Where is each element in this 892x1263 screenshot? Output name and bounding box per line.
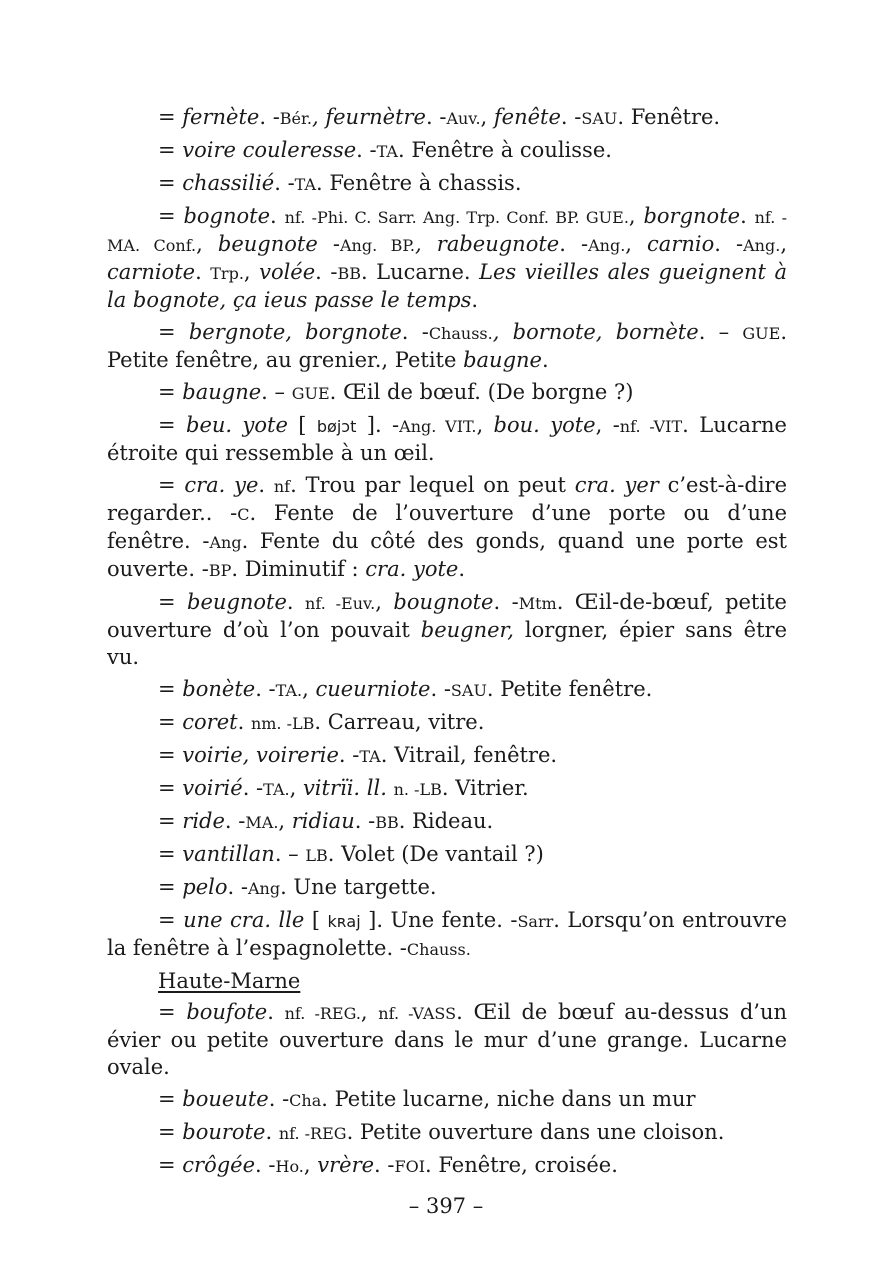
headword: beu. yote [186, 413, 288, 437]
entry-text: = [158, 776, 183, 800]
page-body [107, 104, 787, 1185]
entry-text: . Fente du côté des gonds, quand une porte est ouverte. - [107, 529, 787, 581]
headword: ride [182, 809, 225, 833]
entry-text: . Diminutif : [231, 557, 366, 581]
dictionary-entry [107, 808, 787, 836]
entry-text: . [458, 557, 466, 581]
entry-text: . [471, 288, 479, 312]
source-abbrev: Ho. [275, 1157, 304, 1176]
entry-text: , [278, 809, 292, 833]
entry-text: . Une targette. [280, 875, 437, 899]
source-abbrev: C [237, 505, 250, 524]
entry-text: = [158, 875, 183, 899]
headword: crôgée [182, 1153, 256, 1177]
entry-text: . [265, 1120, 279, 1144]
entry-text: . - [338, 743, 360, 767]
headword: ridiau [291, 809, 355, 833]
entry-text: . - [401, 320, 429, 344]
entry-text: = [158, 320, 189, 344]
dictionary-entry [107, 999, 787, 1081]
headword: carniote [107, 260, 196, 284]
entry-text: . - [268, 1087, 290, 1111]
entry-text: = [158, 908, 184, 932]
entry-text: lorgner, épier sans être vu. [107, 618, 787, 669]
entry-text: . - [374, 1153, 395, 1177]
entry-text: = [158, 710, 183, 734]
source-abbrev: TA [294, 175, 317, 194]
dictionary-entry [107, 319, 787, 374]
dictionary-entry [107, 472, 787, 584]
entry-text: = [158, 1087, 183, 1111]
source-abbrev: Ang. [588, 236, 626, 255]
entry-text: , [780, 232, 787, 256]
entry-text: = [158, 171, 183, 195]
dictionary-entry [107, 104, 787, 132]
entry-text: [ [304, 908, 328, 932]
source-abbrev: TA [376, 142, 398, 161]
dictionary-entry [107, 742, 787, 770]
entry-text: . - [259, 105, 280, 129]
headword: baugne [182, 380, 262, 404]
entry-list-haute-marne [107, 999, 787, 1180]
entry-text: , [480, 105, 494, 129]
entry-text: , [360, 1000, 379, 1024]
source-abbrev: nf. -REG [278, 1124, 347, 1143]
dictionary-entry [107, 412, 787, 467]
source-abbrev: BB [375, 813, 399, 832]
source-abbrev: Ang. BP. [339, 236, 416, 255]
source-abbrev: SAU [450, 681, 487, 700]
headword: vitrïi. ll. [302, 776, 387, 800]
source-abbrev: MA. [245, 813, 279, 832]
entry-text: = [158, 1120, 183, 1144]
entry-text: , [289, 776, 303, 800]
source-abbrev: Ang [209, 533, 242, 552]
dictionary-entry [107, 1086, 787, 1114]
entry-text: . - [493, 590, 519, 614]
headword: cra. ye [184, 473, 259, 497]
source-abbrev: BB [337, 264, 361, 283]
page-number: – 397 – [408, 1194, 484, 1218]
source-abbrev: TA. [275, 681, 303, 700]
entry-text: . - [255, 1153, 276, 1177]
entry-text: . Vitrier. [441, 776, 529, 800]
entry-text: , [302, 677, 316, 701]
entry-text: . Petite ouverture dans une cloison. [346, 1120, 725, 1144]
entry-text: = [158, 590, 188, 614]
entry-text: . Fenêtre, croisée. [425, 1153, 618, 1177]
entry-text: = [158, 204, 184, 228]
source-abbrev: Chauss. [406, 940, 471, 959]
source-abbrev: nf. -REG. [284, 1004, 361, 1023]
entry-text: . [541, 348, 549, 372]
entry-text: . Œil-de-bœuf, petite ouverture d’où l’on pouvait [107, 590, 787, 642]
headword: cueurniote [315, 677, 431, 701]
headword: coret [182, 710, 238, 734]
source-abbrev: GUE [291, 384, 330, 403]
headword: borgnote [643, 204, 741, 228]
dictionary-entry [107, 1152, 787, 1180]
entry-text: ]. - [356, 413, 400, 437]
entry-text: . - [714, 232, 744, 256]
headword: voirie, voirerie [182, 743, 339, 767]
entry-text: . - [560, 105, 582, 129]
dictionary-entry [107, 841, 787, 869]
entry-text: . - [274, 171, 295, 195]
entry-text: . - [227, 875, 248, 899]
source-abbrev: Trp. [210, 264, 244, 283]
entry-text: . - [315, 260, 338, 284]
headword: cra. yote [365, 557, 459, 581]
headword: bou. yote [493, 413, 596, 437]
headword: voirié [182, 776, 243, 800]
entry-text: = [158, 809, 183, 833]
headword: beugner, [420, 618, 514, 642]
headword: beugnote [217, 232, 318, 256]
entry-text: = [158, 743, 183, 767]
headword: volée [259, 260, 316, 284]
source-abbrev: n. -LB [393, 780, 442, 799]
entry-text: = [158, 1000, 187, 1024]
headword: carnio [647, 232, 715, 256]
source-abbrev: TA. [263, 780, 290, 799]
entry-text: . - [242, 776, 264, 800]
entry-text: . – [274, 842, 306, 866]
entry-text: . Fenêtre à coulisse. [397, 138, 612, 162]
source-abbrev: GUE [742, 324, 781, 343]
entry-text: . Fenêtre. [617, 105, 721, 129]
entry-text: . – [698, 320, 743, 344]
source-abbrev: nm. -LB [250, 714, 315, 733]
entry-text: . [237, 710, 251, 734]
headword: Les vieilles ales gueignent à la bognote, ça ieus passe le temps [107, 260, 787, 312]
source-abbrev: Auv. [446, 109, 481, 128]
dictionary-entry [107, 589, 787, 671]
headword: une cra. lle [183, 908, 305, 932]
phonetic: bøjɔt [316, 417, 357, 436]
entry-text: , [375, 590, 394, 614]
entry-text: . [267, 1000, 285, 1024]
dictionary-entry [107, 775, 787, 803]
entry-text: = [158, 105, 183, 129]
dictionary-entry [107, 137, 787, 165]
dictionary-entry [107, 709, 787, 737]
entry-text: . Fenêtre à chassis. [316, 171, 522, 195]
entry-text: = [158, 1153, 183, 1177]
entry-list [107, 104, 787, 963]
entry-text: . Lucarne. [360, 260, 480, 284]
headword: vantillan [182, 842, 275, 866]
entry-text: ]. Une fente. - [360, 908, 518, 932]
entry-text: . Fente de l’ouverture d’une porte ou d’une fenêtre. - [107, 501, 787, 553]
entry-text: . Petite lucarne, niche dans un mur [321, 1087, 696, 1111]
entry-text: = [158, 677, 183, 701]
entry-text: , [196, 232, 218, 256]
entry-text: , [303, 1153, 318, 1177]
source-abbrev: nf. -MA. Conf. [107, 208, 788, 255]
entry-text: c’est-à-dire regarder.. - [107, 473, 787, 525]
headword: boueute [182, 1087, 269, 1111]
entry-text [387, 776, 394, 800]
entry-text: = [158, 138, 183, 162]
headword: , rabeugnote [415, 232, 560, 256]
headword: voire couleresse [182, 138, 357, 162]
entry-text: = [158, 380, 183, 404]
source-abbrev: Ang. VIT. [399, 417, 477, 436]
phonetic: kʀaj [327, 912, 361, 931]
source-abbrev: nf. -VIT [619, 417, 683, 436]
entry-text: . - [430, 677, 451, 701]
entry-text: [ [287, 413, 317, 437]
source-abbrev: nf. -VASS [378, 1004, 457, 1023]
entry-text: . - [356, 138, 377, 162]
source-abbrev: Chauss. [428, 324, 493, 343]
headword: , feurnètre [312, 105, 426, 129]
dictionary-entry [107, 170, 787, 198]
source-abbrev: nf. -Phi. C. Sarr. Ang. Trp. Conf. BP. GUE. [284, 208, 629, 227]
entry-text: . - [224, 809, 246, 833]
entry-text: - [317, 232, 340, 256]
entry-text: . Petite fenêtre. [486, 677, 653, 701]
entry-text: . - [255, 677, 276, 701]
headword: bergnote, borgnote [188, 320, 402, 344]
dictionary-entry [107, 1119, 787, 1147]
section-heading: Haute-Marne [158, 969, 301, 993]
source-abbrev: nf. -Euv. [305, 594, 376, 613]
headword: fernète [182, 105, 260, 129]
entry-text: , [476, 413, 494, 437]
headword: chassilié [182, 171, 275, 195]
dictionary-entry [107, 907, 787, 963]
entry-text: , [625, 232, 648, 256]
source-abbrev: FOI [394, 1157, 426, 1176]
headword: fenête [493, 105, 561, 129]
source-abbrev: Ang. [743, 236, 781, 255]
headword: baugne [463, 348, 542, 372]
entry-text: . Lorsqu’on entrouvre la fenêtre à l’espagnolette. - [107, 908, 787, 960]
source-abbrev: Cha [289, 1091, 322, 1110]
source-abbrev: nf [273, 477, 291, 496]
entry-text: , [243, 260, 260, 284]
entry-text: . - [559, 232, 589, 256]
entry-text: = [158, 473, 185, 497]
source-abbrev: LB [305, 846, 328, 865]
entry-text: . - [425, 105, 447, 129]
source-abbrev: Sarr [517, 912, 554, 931]
entry-text: = [158, 842, 183, 866]
headword: , bornote, bornète [492, 320, 699, 344]
dictionary-entry [107, 874, 787, 902]
source-abbrev: Ang [247, 879, 281, 898]
entry-text: . Lucarne étroite qui ressemble à un œil. [107, 413, 787, 465]
entry-text: . – [261, 380, 292, 404]
entry-text: . Trou par lequel on peut [290, 473, 575, 497]
entry-text: . Vitrail, fenêtre. [380, 743, 558, 767]
headword: bognote [183, 204, 271, 228]
entry-text: . Petite fenêtre, au grenier., Petite [107, 320, 788, 372]
dictionary-entry [107, 676, 787, 704]
entry-text: . [286, 590, 306, 614]
headword: pelo [182, 875, 228, 899]
entry-text: . [258, 473, 274, 497]
entry-text: . Œil de bœuf. (De borgne ?) [329, 380, 634, 404]
entry-text: . [195, 260, 211, 284]
dictionary-entry [107, 203, 787, 314]
headword: bonète [182, 677, 256, 701]
entry-text: . Volet (De vantail ?) [327, 842, 544, 866]
headword: boufote [186, 1000, 268, 1024]
entry-text: . [270, 204, 285, 228]
source-abbrev: BP [208, 561, 232, 580]
source-abbrev: Mtm [518, 594, 557, 613]
entry-text: = [158, 413, 187, 437]
source-abbrev: Bér. [279, 109, 312, 128]
headword: cra. yer [574, 473, 659, 497]
entry-text: . [740, 204, 755, 228]
headword: vrère [317, 1153, 375, 1177]
entry-text: . Œil de bœuf au-dessus d’un évier ou petite ouverture dans le mur d’une grange. Lucarne ovale. [107, 1000, 787, 1079]
source-abbrev: SAU [581, 109, 618, 128]
entry-text: . Rideau. [398, 809, 494, 833]
source-abbrev: TA [359, 747, 381, 766]
headword: bourote [182, 1120, 266, 1144]
headword: beugnote [187, 590, 287, 614]
dictionary-entry [107, 379, 787, 407]
entry-text: , - [595, 413, 620, 437]
entry-text: . Carreau, vitre. [314, 710, 485, 734]
entry-text: , [628, 204, 644, 228]
headword: bougnote [393, 590, 494, 614]
entry-text: . - [354, 809, 376, 833]
